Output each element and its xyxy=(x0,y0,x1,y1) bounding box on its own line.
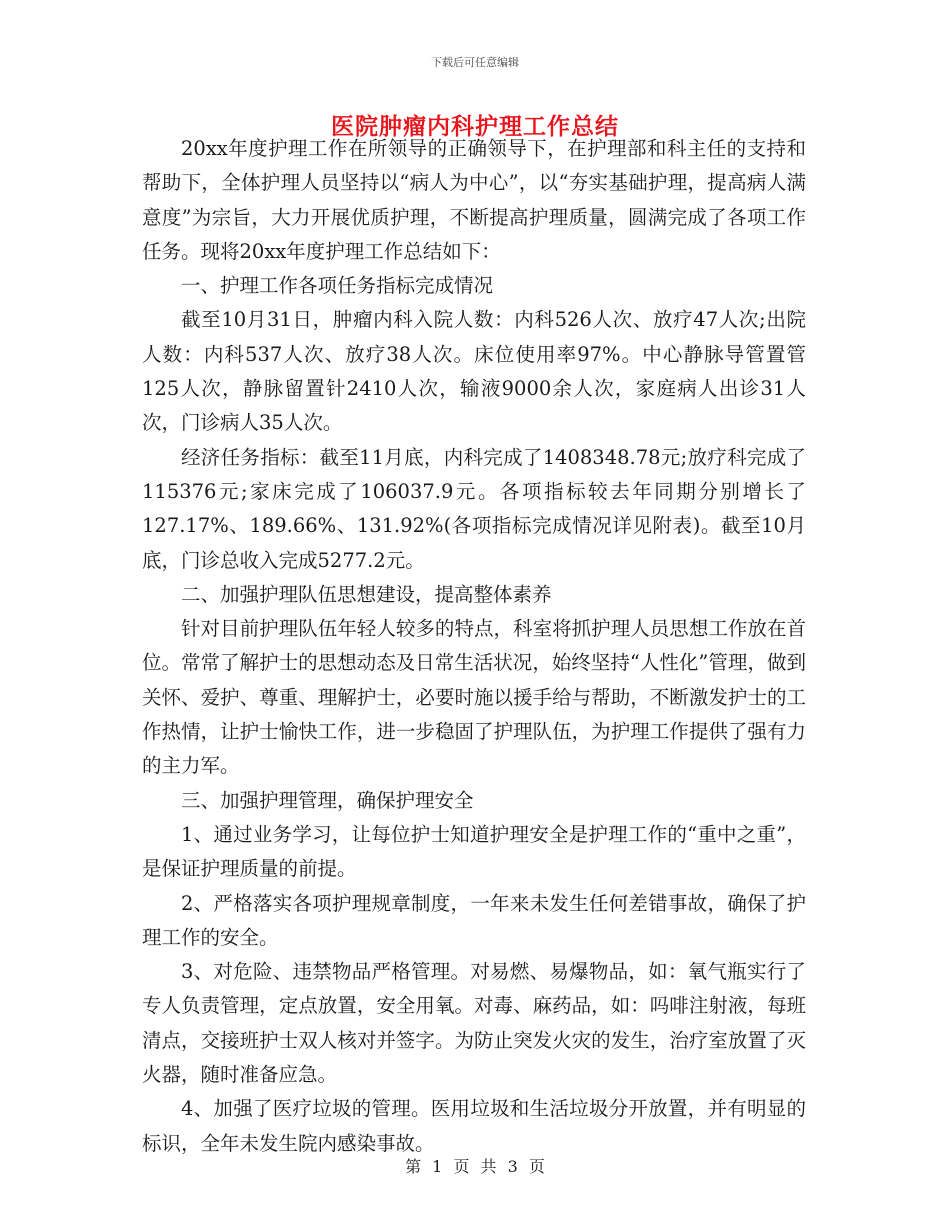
safety-item-4: 4、加强了医疗垃圾的管理。医用垃圾和生活垃圾分开放置，并有明显的标识，全年未发生院内感染事故。 xyxy=(142,1097,806,1155)
section-heading-1: 一、护理工作各项任务指标完成情况 xyxy=(181,274,494,298)
document-title: 医院肿瘤内科护理工作总结 xyxy=(331,113,619,140)
section-heading-2: 二、加强护理队伍思想建设，提高整体素养 xyxy=(181,582,552,606)
team-building-paragraph: 针对目前护理队伍年轻人较多的特点，科室将抓护理人员思想工作放在首位。常常了解护士的思想动态及日常生活状况，始终坚持“人性化”管理，做到关怀、爱护、尊重、理解护士，必要时施以援手给与帮助，不断激发护士的工作热情，让护士愉快工作，进一步稳固了护理队伍，为护理工作提供了强有力的主力军。 xyxy=(142,617,806,778)
section-heading-3: 三、加强护理管理，确保护理安全 xyxy=(181,788,474,812)
economic-paragraph: 经济任务指标：截至11月底，内科完成了1408348.78元;放疗科完成了115376元;家床完成了106037.9元。各项指标较去年同期分别增长了127.17%、189.66%、131.92%(各项指标完成情况详见附表)。截至10月底，门诊总收入完成5277.2元。 xyxy=(142,445,806,572)
page-number: 第 1 页 共 3 页 xyxy=(405,1157,545,1176)
page-header-note: 下载后可任意编辑 xyxy=(431,56,519,69)
safety-item-3: 3、对危险、违禁物品严格管理。对易燃、易爆物品，如：氧气瓶实行了专人负责管理，定点放置，安全用氧。对毒、麻药品，如：吗啡注射液，每班清点，交接班护士双人核对并签字。为防止突发火灾的发生，治疗室放置了灭火器，随时准备应急。 xyxy=(142,960,806,1087)
intro-paragraph: 20xx年度护理工作在所领导的正确领导下，在护理部和科主任的支持和帮助下，全体护理人员坚持以“病人为中心”，以“夯实基础护理，提高病人满意度”为宗旨，大力开展优质护理，不断提高护理质量，圆满完成了各项工作任务。现将20xx年度护理工作总结如下： xyxy=(142,137,806,263)
safety-item-2: 2、严格落实各项护理规章制度，一年来未发生任何差错事故，确保了护理工作的安全。 xyxy=(142,891,806,949)
statistics-paragraph: 截至10月31日，肿瘤内科入院人数：内科526人次、放疗47人次;出院人数：内科537人次、放疗38人次。床位使用率97%。中心静脉导管置管125人次，静脉留置针2410人次，输液9000余人次，家庭病人出诊31人次，门诊病人35人次。 xyxy=(142,308,806,435)
safety-item-1: 1、通过业务学习，让每位护士知道护理安全是护理工作的“重中之重”，是保证护理质量的前提。 xyxy=(142,822,806,881)
document-body xyxy=(142,132,806,1161)
